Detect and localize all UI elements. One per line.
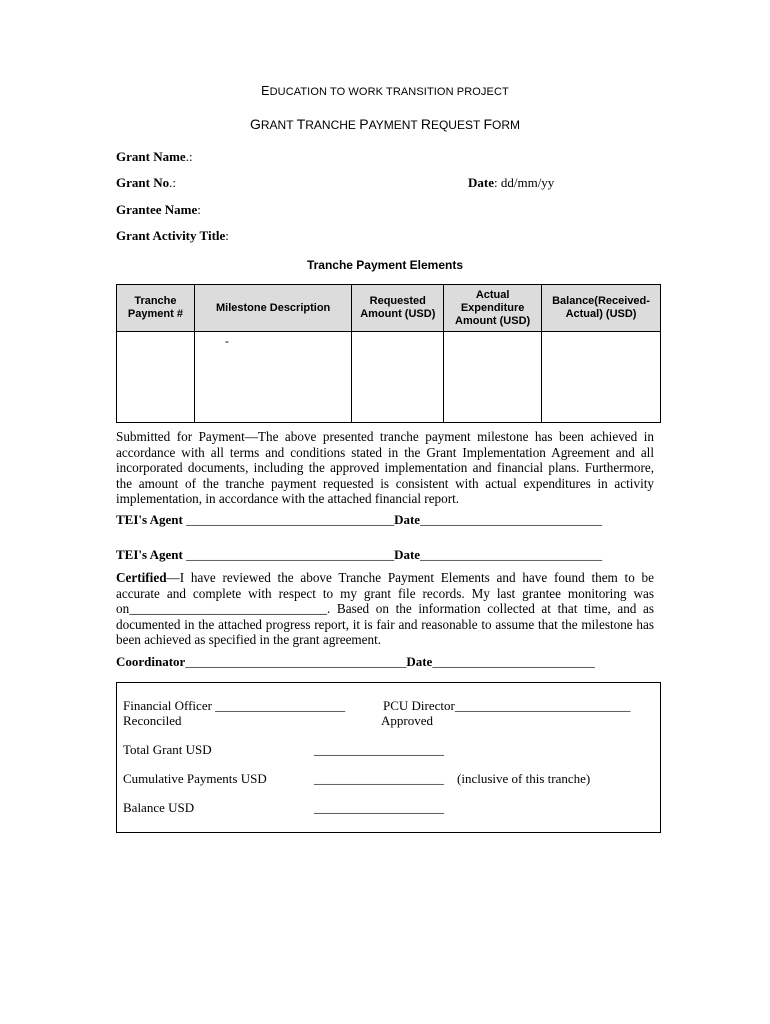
grant-name-field[interactable]: Grant Name.: xyxy=(116,149,193,164)
table-row xyxy=(117,332,661,423)
coordinator-signature[interactable]: Coordinator__________________________________Date_________________________ xyxy=(116,654,595,669)
table-cell[interactable] xyxy=(117,332,195,423)
table-title: Tranche Payment Elements xyxy=(306,258,464,272)
project-title: EDUCATION TO WORK TRANSITION PROJECT xyxy=(261,84,509,98)
tei-agent-signature-2[interactable]: TEI's Agent ________________________________Date____________________________ xyxy=(116,547,603,562)
col-requested-amount: Requested Amount (USD) xyxy=(352,285,444,332)
approved-label: Approved xyxy=(381,713,433,728)
col-tranche-payment: Tranche Payment # xyxy=(117,285,195,332)
financial-officer-field[interactable]: Financial Officer ____________________ xyxy=(123,698,346,713)
table-cell[interactable] xyxy=(444,332,542,423)
cumulative-payments-input[interactable]: ____________________ xyxy=(314,771,444,786)
table-cell[interactable] xyxy=(352,332,444,423)
submitted-statement: Submitted for Payment—The above presented tranche payment milestone has been achieved in accordance with all terms and conditions stated in the Grant Implementation Agreement and all incorporated documents, including the approved implementation and financial plans. Furthermore, the amount of the tranche payment requested is consistent with actual expenditures in activity implementation, in accordance with the attached financial report. xyxy=(116,429,654,506)
grantee-name-field[interactable]: Grantee Name: xyxy=(116,202,201,217)
finance-approval-box xyxy=(116,682,661,833)
table-cell[interactable]: - xyxy=(194,332,352,423)
balance-label: Balance USD xyxy=(123,800,195,815)
certified-label: Certified xyxy=(116,570,167,585)
date-field[interactable]: Date: dd/mm/yy xyxy=(468,175,555,190)
col-balance: Balance(Received-Actual) (USD) xyxy=(542,285,661,332)
reconciled-label: Reconciled xyxy=(123,713,182,728)
total-grant-input[interactable]: ____________________ xyxy=(314,742,444,757)
col-actual-expenditure: Actual Expenditure Amount (USD) xyxy=(444,285,542,332)
cumulative-note: (inclusive of this tranche) xyxy=(457,771,591,786)
cumulative-payments-label: Cumulative Payments USD xyxy=(123,771,267,786)
tranche-payment-table xyxy=(116,284,661,423)
balance-input[interactable]: ____________________ xyxy=(314,800,444,815)
col-milestone-description: Milestone Description xyxy=(194,285,352,332)
form-title: GRANT TRANCHE PAYMENT REQUEST FORM xyxy=(250,116,520,132)
pcu-director-field[interactable]: PCU Director___________________________ xyxy=(383,698,631,713)
total-grant-label: Total Grant USD xyxy=(123,742,212,757)
tei-agent-signature-1[interactable]: TEI's Agent ________________________________Date____________________________ xyxy=(116,512,603,527)
grant-no-field[interactable]: Grant No.: xyxy=(116,175,176,190)
certified-statement: Certified—I have reviewed the above Tranche Payment Elements and have found them to be accurate and complete with respect to my grant file records. My last grantee monitoring was on______________________________. Based on the information collected at that time, and as documented in the attached progress report, it is fair and reasonable to assume that the milestone has been achieved as specified in the grant agreement. xyxy=(116,570,654,647)
table-cell[interactable] xyxy=(542,332,661,423)
activity-title-field[interactable]: Grant Activity Title: xyxy=(116,228,229,243)
